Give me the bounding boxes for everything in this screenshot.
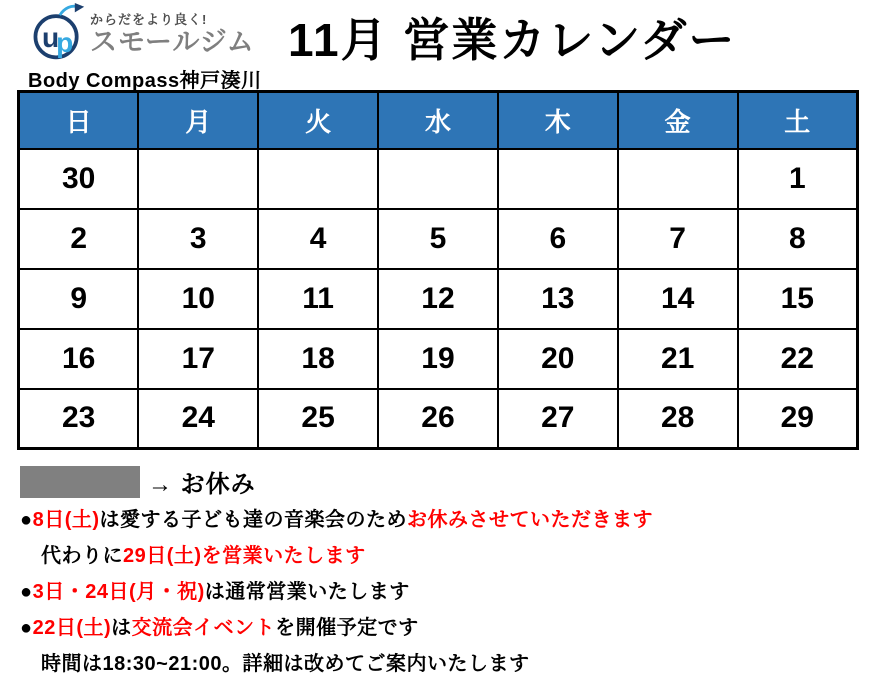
calendar-date-cell: 10 [138, 269, 258, 329]
weekday-header-cell: 日 [19, 92, 139, 149]
calendar-table [17, 90, 859, 450]
note-segment: ● [20, 509, 33, 531]
calendar-date-cell: 8 [738, 209, 858, 269]
weekday-header-row [19, 92, 858, 149]
logo [28, 3, 262, 93]
calendar-date-cell: 11 [258, 269, 378, 329]
calendar-date-cell: 28 [618, 389, 738, 449]
note-segment: 代わりに [41, 545, 123, 567]
calendar-week-row [19, 389, 858, 449]
weekday-header-cell: 木 [498, 92, 618, 149]
note-segment: 29日(土)を営業いたします [123, 545, 366, 567]
note-line [20, 507, 860, 534]
calendar-date-cell: 15 [738, 269, 858, 329]
calendar-date-cell [138, 149, 258, 209]
note-line [20, 579, 860, 606]
logo-tagline: からだをより良く! [90, 12, 208, 27]
weekday-header-cell: 土 [738, 92, 858, 149]
note-segment: ● [20, 617, 33, 639]
logo-subtitle: Body Compass神戸湊川 [28, 70, 262, 92]
calendar-date-cell: 23 [19, 389, 139, 449]
up-logo-icon [28, 3, 86, 63]
calendar-week-row [19, 149, 858, 209]
calendar-date-cell [258, 149, 378, 209]
page-title: 11月 営業カレンダー [288, 14, 737, 66]
calendar-date-cell: 25 [258, 389, 378, 449]
calendar-date-cell: 21 [618, 329, 738, 389]
legend-label: → お休み [148, 471, 256, 498]
calendar-date-cell: 7 [618, 209, 738, 269]
calendar-date-cell: 2 [19, 209, 139, 269]
logo-brand: スモールジム [90, 27, 255, 57]
weekday-header-cell: 月 [138, 92, 258, 149]
weekday-header-cell: 水 [378, 92, 498, 149]
calendar-week-row [19, 209, 858, 269]
calendar-date-cell: 3 [138, 209, 258, 269]
calendar-date-cell: 30 [19, 149, 139, 209]
calendar-date-cell: 19 [378, 329, 498, 389]
svg-text:p: p [56, 26, 74, 58]
calendar-date-cell: 5 [378, 209, 498, 269]
calendar-date-cell: 17 [138, 329, 258, 389]
note-segment: お休みさせていただきます [407, 509, 654, 531]
legend [20, 464, 256, 499]
calendar-date-cell: 22 [738, 329, 858, 389]
calendar-date-cell: 9 [19, 269, 139, 329]
calendar-date-cell: 13 [498, 269, 618, 329]
note-segment: 交流会イベント [131, 617, 276, 639]
calendar-date-cell: 27 [498, 389, 618, 449]
calendar-date-cell: 16 [19, 329, 139, 389]
calendar-date-cell: 24 [138, 389, 258, 449]
note-segment: を開催予定です [275, 617, 419, 639]
note-segment: 8日(土) [32, 509, 100, 531]
svg-text:u: u [42, 22, 60, 54]
note-segment: は通常営業いたします [204, 581, 410, 603]
note-segment: 時間は18:30~21:00。詳細は改めてご案内いたします [41, 653, 530, 675]
note-segment: 22日(土) [32, 617, 112, 639]
calendar-week-row [19, 329, 858, 389]
note-line [20, 651, 860, 676]
calendar-date-cell: 12 [378, 269, 498, 329]
calendar-date-cell: 1 [738, 149, 858, 209]
note-segment: は [111, 617, 132, 639]
weekday-header-cell: 火 [258, 92, 378, 149]
note-line [20, 615, 860, 642]
note-segment: ● [20, 581, 33, 603]
calendar-date-cell [498, 149, 618, 209]
calendar-date-cell [618, 149, 738, 209]
notes [20, 507, 860, 676]
note-segment: は愛する子ども達の音楽会のため [99, 509, 408, 531]
calendar-date-cell: 14 [618, 269, 738, 329]
calendar-date-cell: 20 [498, 329, 618, 389]
calendar-week-row [19, 269, 858, 329]
calendar-date-cell: 18 [258, 329, 378, 389]
calendar-date-cell [378, 149, 498, 209]
holiday-color-swatch [20, 466, 140, 498]
note-segment: 3日・24日(月・祝) [32, 581, 205, 603]
calendar-date-cell: 6 [498, 209, 618, 269]
note-line [20, 543, 860, 570]
calendar-date-cell: 29 [738, 389, 858, 449]
calendar-date-cell: 26 [378, 389, 498, 449]
weekday-header-cell: 金 [618, 92, 738, 149]
calendar-date-cell: 4 [258, 209, 378, 269]
